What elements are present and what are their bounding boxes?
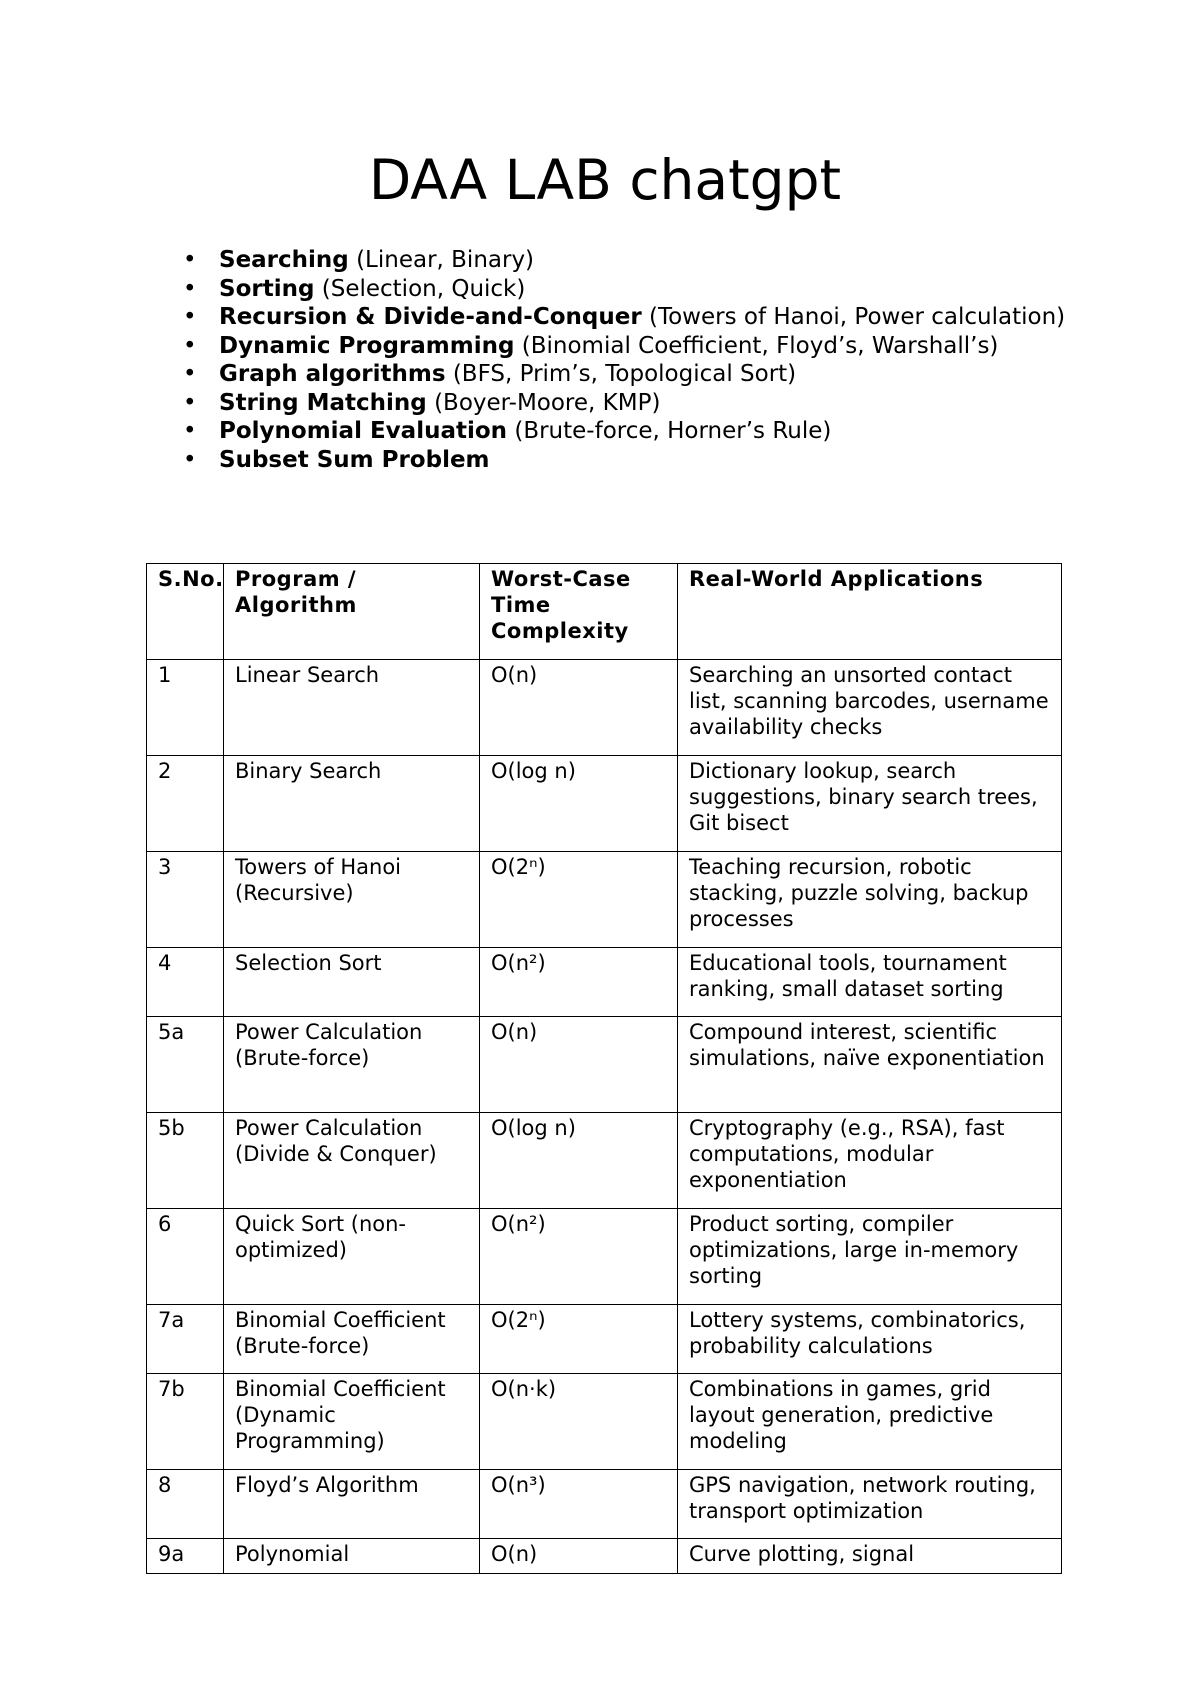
algorithm-table (146, 563, 1062, 1574)
list-item (172, 389, 1065, 418)
cell-program: Towers of Hanoi (Recursive) (224, 852, 480, 948)
cell-sno: 9a (147, 1539, 224, 1574)
bullet-icon: • (183, 275, 197, 302)
cell-program: Selection Sort (224, 948, 480, 1017)
topic-name: Polynomial Evaluation (219, 418, 508, 444)
table-row (147, 1470, 1062, 1539)
cell-complexity: O(log n) (480, 1113, 678, 1209)
bullet-icon: • (183, 332, 197, 359)
table-row (147, 1017, 1062, 1113)
table-row (147, 852, 1062, 948)
topic-name: Searching (219, 247, 349, 273)
cell-complexity: O(n) (480, 1539, 678, 1574)
list-item (172, 360, 1065, 389)
cell-program: Quick Sort (non-optimized) (224, 1209, 480, 1305)
table-row (147, 756, 1062, 852)
cell-sno: 3 (147, 852, 224, 948)
topic-list (172, 246, 1065, 474)
cell-complexity: O(n³) (480, 1470, 678, 1539)
bullet-icon: • (183, 446, 197, 473)
list-item (172, 303, 1065, 332)
cell-sno: 2 (147, 756, 224, 852)
table-row (147, 1209, 1062, 1305)
header-complexity: Worst-Case Time Complexity (480, 564, 678, 660)
topic-name: Recursion & Divide-and-Conquer (219, 304, 642, 330)
table-row (147, 660, 1062, 756)
topic-detail: (Selection, Quick) (314, 275, 526, 302)
cell-applications: Combinations in games, grid layout generation, predictive modeling (678, 1374, 1062, 1470)
cell-applications: Lottery systems, combinatorics, probability calculations (678, 1305, 1062, 1374)
header-applications: Real-World Applications (678, 564, 1062, 660)
cell-complexity: O(log n) (480, 756, 678, 852)
page-title: DAA LAB chatgpt (368, 148, 842, 212)
topic-name: Subset Sum Problem (219, 446, 490, 473)
bullet-icon: • (183, 247, 197, 273)
cell-complexity: O(n²) (480, 1209, 678, 1305)
topic-detail: (Boyer-Moore, KMP) (426, 389, 661, 416)
topic-name: Sorting (219, 275, 315, 302)
cell-applications: Cryptography (e.g., RSA), fast computations, modular exponentiation (678, 1113, 1062, 1209)
bullet-icon: • (183, 389, 197, 416)
cell-complexity: O(n·k) (480, 1374, 678, 1470)
list-item (172, 417, 1065, 446)
topic-name: Graph algorithms (219, 361, 446, 387)
cell-program: Floyd’s Algorithm (224, 1470, 480, 1539)
topic-detail: (Brute-force, Horner’s Rule) (507, 418, 832, 444)
cell-program: Power Calculation (Divide & Conquer) (224, 1113, 480, 1209)
cell-applications: Dictionary lookup, search suggestions, binary search trees, Git bisect (678, 756, 1062, 852)
cell-complexity: O(n²) (480, 948, 678, 1017)
cell-sno: 1 (147, 660, 224, 756)
cell-program: Power Calculation (Brute-force) (224, 1017, 480, 1113)
list-item (172, 446, 1065, 475)
table-row (147, 1539, 1062, 1574)
topic-detail: (Binomial Coefficient, Floyd’s, Warshall’s) (514, 332, 999, 359)
table-row (147, 1305, 1062, 1374)
cell-program: Polynomial (224, 1539, 480, 1574)
cell-applications: Product sorting, compiler optimizations, large in-memory sorting (678, 1209, 1062, 1305)
cell-applications: Compound interest, scientific simulations, naïve exponentiation (678, 1017, 1062, 1113)
cell-sno: 7b (147, 1374, 224, 1470)
table-row (147, 948, 1062, 1017)
table-row (147, 1374, 1062, 1470)
list-item (172, 332, 1065, 361)
table-header-row (147, 564, 1062, 660)
cell-applications: Teaching recursion, robotic stacking, puzzle solving, backup processes (678, 852, 1062, 948)
topic-name: String Matching (219, 389, 427, 416)
list-item (172, 246, 1065, 275)
topic-name: Dynamic Programming (219, 332, 515, 359)
cell-sno: 7a (147, 1305, 224, 1374)
cell-complexity: O(n) (480, 660, 678, 756)
table-row (147, 1113, 1062, 1209)
cell-program: Binary Search (224, 756, 480, 852)
cell-program: Binomial Coefficient (Dynamic Programming) (224, 1374, 480, 1470)
cell-program: Linear Search (224, 660, 480, 756)
cell-applications: Curve plotting, signal (678, 1539, 1062, 1574)
cell-program: Binomial Coefficient (Brute-force) (224, 1305, 480, 1374)
cell-sno: 5a (147, 1017, 224, 1113)
cell-sno: 6 (147, 1209, 224, 1305)
topic-detail: (BFS, Prim’s, Topological Sort) (445, 361, 797, 387)
cell-applications: Educational tools, tournament ranking, small dataset sorting (678, 948, 1062, 1017)
bullet-icon: • (183, 418, 197, 444)
cell-applications: GPS navigation, network routing, transport optimization (678, 1470, 1062, 1539)
cell-sno: 8 (147, 1470, 224, 1539)
cell-sno: 5b (147, 1113, 224, 1209)
cell-complexity: O(n) (480, 1017, 678, 1113)
bullet-icon: • (183, 361, 197, 387)
bullet-icon: • (183, 304, 197, 330)
cell-complexity: O(2ⁿ) (480, 1305, 678, 1374)
topic-detail: (Linear, Binary) (348, 247, 535, 273)
cell-sno: 4 (147, 948, 224, 1017)
cell-applications: Searching an unsorted contact list, scanning barcodes, username availability checks (678, 660, 1062, 756)
topic-detail: (Towers of Hanoi, Power calculation) (641, 304, 1066, 330)
cell-complexity: O(2ⁿ) (480, 852, 678, 948)
header-sno: S.No. (147, 564, 224, 660)
list-item (172, 275, 1065, 304)
header-program: Program / Algorithm (224, 564, 480, 660)
